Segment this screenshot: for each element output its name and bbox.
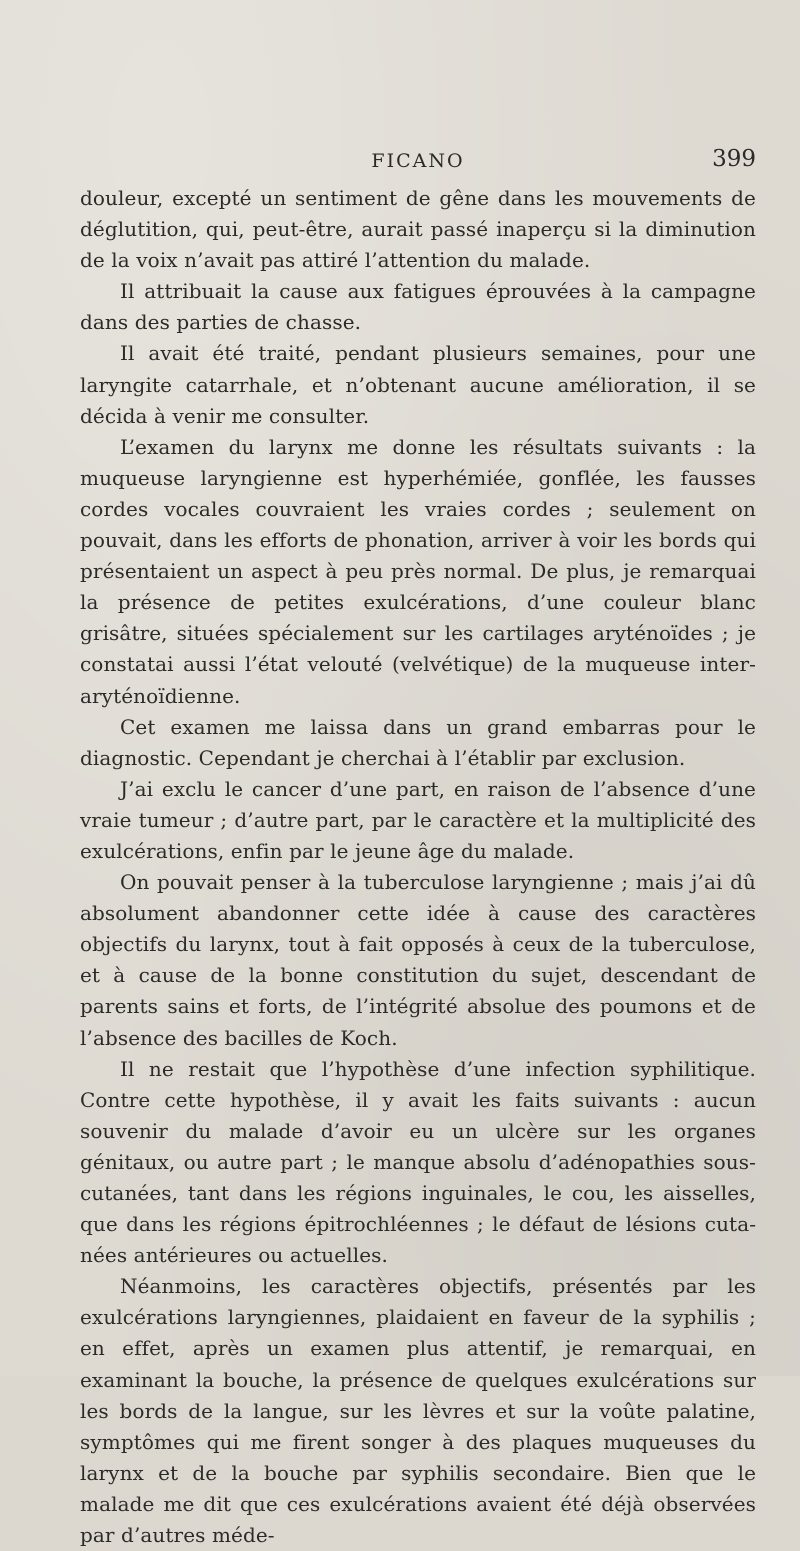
paragraph: L’examen du larynx me donne les résultats suivants : la muqueuse laryngienne est hyperhémiée, gonflée, les fausses cordes vocales couvraient les vraies cordes ; seulement on pouvait, dans les efforts de phonation, arriver à voir les bords qui présentaient un aspect à peu près normal. De plus, je remarquai la présence de petites exulcérations, d’une couleur blanc grisâtre, situées spécialement sur les cartilages aryténoïdes ; je constatai aussi l’état velouté (velvétique) de la muqueuse inter-aryténoïdienne.	[80, 434, 756, 708]
paragraph: Il avait été traité, pendant plusieurs semaines, pour une laryngite catarrhale, et n’obtenant aucune amélioration, il se décida à venir me consulter.	[80, 341, 756, 428]
body-text	[80, 183, 756, 1551]
paragraph: Néanmoins, les caractères objectifs, présentés par les exulcérations laryngiennes, plaidaient en faveur de la syphilis ; en effet, après un examen plus attentif, je remarquai, en examinant la bouche, la présence de quelques exulcérations sur les bords de la langue, sur les lèvres et sur la voûte palatine, symptômes qui me firent songer à des plaques muqueuses du larynx et de la bouche par syphilis secondaire. Bien que le malade me dit que ces exulcérations avaient été déjà observées par d’autres méde-	[80, 1274, 756, 1548]
paragraph: Il attribuait la cause aux fatigues éprouvées à la campagne dans des parties de chasse.	[80, 279, 756, 335]
paragraph: Cet examen me laissa dans un grand embarras pour le diagnostic. Cependant je cherchai à l’établir par exclusion.	[80, 714, 756, 770]
page-number: 399	[712, 146, 756, 172]
page-header	[80, 146, 756, 176]
paragraph: douleur, excepté un sentiment de gêne dans les mouvements de déglutition, qui, peut-être, aurait passé inaperçu si la diminution de la voix n’avait pas attiré l’attention du malade.	[80, 186, 756, 273]
paragraph: On pouvait penser à la tuberculose laryngienne ; mais j’ai dû absolument abandonner cette idée à cause des caractères objectifs du larynx, tout à fait opposés à ceux de la tuberculose, et à cause de la bonne constitution du sujet, descendant de parents sains et forts, de l’intégrité absolue des poumons et de l’absence des bacilles de Koch.	[80, 870, 756, 1050]
paragraph: Il ne restait que l’hypothèse d’une infection syphilitique. Contre cette hypothèse, il y avait les faits suivants : aucun souvenir du malade d’avoir eu un ulcère sur les organes génitaux, ou autre part ; le manque absolu d’adénopathies sous-cutanées, tant dans les régions inguinales, le cou, les aisselles, que dans les régions épitrochléennes ; le défaut de lésions cutanées antérieures ou actuelles.	[80, 1056, 756, 1268]
running-title: FICANO	[371, 150, 465, 172]
paragraph: J’ai exclu le cancer d’une part, en raison de l’absence d’une vraie tumeur ; d’autre part, par le caractère et la multiplicité des exulcérations, enfin par le jeune âge du malade.	[80, 776, 756, 863]
